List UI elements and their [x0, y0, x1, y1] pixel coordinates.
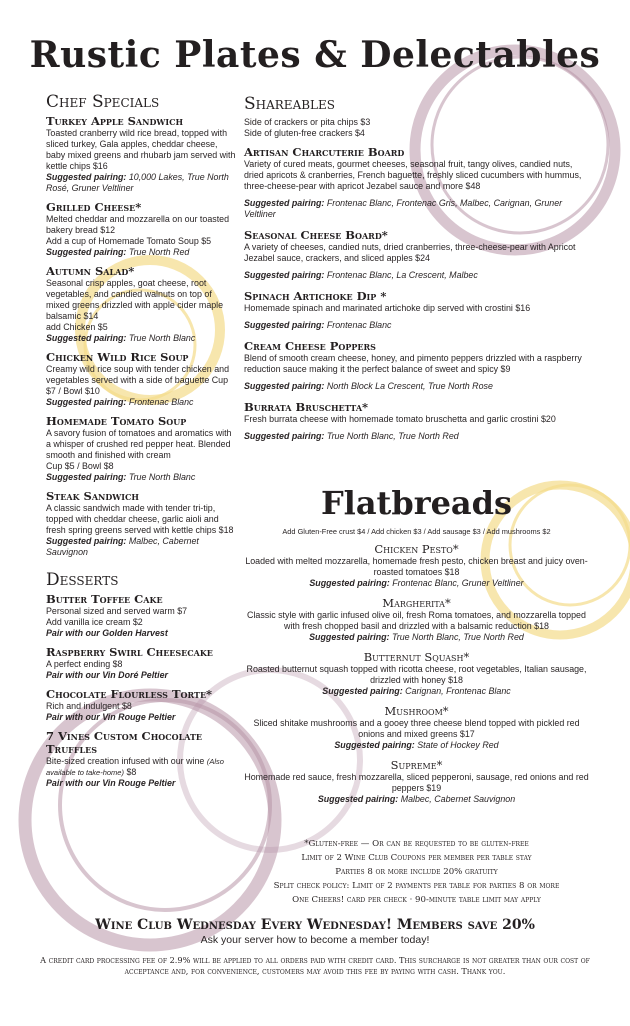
item-description: [46, 756, 236, 778]
item-pairing: [46, 397, 236, 408]
pairing-wines: Frontenac Blanc, Gruner Veltliner: [392, 578, 524, 588]
pairing-wines: Carignan, Frontenac Blanc: [405, 686, 511, 696]
item-description: Homemade spinach and marinated artichoke dip served with crostini $16: [244, 303, 531, 313]
pairing-wines: True North Blanc: [128, 333, 196, 343]
menu-item: [46, 688, 236, 723]
item-name: Artisan Charcuterie Board: [244, 145, 405, 159]
pairing-wines: True North Blanc, True North Red: [326, 431, 459, 441]
item-pairing: [244, 794, 589, 805]
pairing-label: Suggested pairing:: [317, 794, 399, 804]
item-name: Butter Toffee Cake: [46, 592, 163, 606]
item-pairing: Pair with our Vin Doré Peltier: [46, 670, 168, 680]
item-name: Chicken Pesto*: [374, 542, 459, 556]
flatbread-addons: Add Gluten-Free crust $4 / Add chicken $3 / Add sausage $3 / Add mushrooms $2: [282, 527, 551, 536]
item-name: Homemade Tomato Soup: [46, 414, 187, 428]
menu-item: [46, 265, 236, 344]
pairing-wines: State of Hockey Red: [417, 740, 499, 750]
item-pairing: [244, 381, 589, 392]
menu-item: [46, 490, 236, 558]
desserts-heading: Desserts: [46, 570, 119, 590]
pairing-label: Suggested pairing:: [46, 333, 127, 343]
item-pairing: [244, 632, 589, 643]
pairing-label: Suggested pairing:: [334, 740, 415, 750]
menu-item: [244, 229, 589, 281]
wine-club-banner: [0, 917, 630, 946]
item-name: Burrata Bruschetta*: [244, 400, 369, 414]
pairing-label: Suggested pairing:: [46, 472, 127, 482]
menu-item: [46, 115, 236, 194]
item-name: Spinach Artichoke Dip *: [244, 289, 387, 303]
item-pairing: [244, 740, 589, 751]
menu-item: [244, 759, 589, 805]
item-pairing: [244, 270, 589, 281]
flatbread-list: [244, 543, 589, 813]
item-description: Roasted butternut squash topped with ricotta cheese, root vegetables, Italian sausage, drizzled with honey $18: [246, 664, 587, 685]
pairing-wines: 10,000 Lakes, True North Rosé, Gruner Veltliner: [46, 172, 229, 193]
policy-line: Parties 8 or more include 20% gratuity: [335, 867, 498, 877]
item-pairing: [46, 536, 236, 558]
policy-line: *Gluten-free — Or can be requested to be gluten-free: [304, 839, 529, 849]
item-pairing: Pair with our Vin Rouge Peltier: [46, 712, 176, 722]
pairing-wines: Frontenac Blanc: [128, 397, 194, 407]
item-description: A perfect ending $8: [46, 659, 123, 669]
item-price: Cup $5 / Bowl $8: [46, 461, 114, 471]
item-name: Chocolate Flourless Torte*: [46, 687, 213, 701]
pairing-wines: Frontenac Blanc: [326, 320, 392, 330]
wine-club-subtitle: Ask your server how to become a member today!: [200, 934, 430, 946]
pairing-wines: Malbec, Cabernet Sauvignon: [46, 536, 199, 557]
policy-line: Limit of 2 Wine Club Coupons per member per table stay: [301, 853, 532, 863]
menu-item: [46, 646, 236, 681]
menu-item: [46, 730, 236, 789]
menu-item: [244, 597, 589, 643]
menu-title: Rustic Plates & Delectables: [29, 34, 601, 76]
item-pairing: [244, 431, 589, 442]
item-description: A variety of cheeses, candied nuts, dried cranberries, three-cheese-pear with Apricot Jezabel sauce, crackers, and sliced apples $24: [244, 242, 576, 263]
pairing-label: Suggested pairing:: [244, 431, 325, 441]
item-description: A classic sandwich made with tender tri-tip, topped with cheddar cheese, garlic aioli and fresh spring greens served with kettle chips $18: [46, 503, 234, 535]
item-description: Blend of smooth cream cheese, honey, and pimento peppers drizzled with a raspberry reduction sauce making it the perfect balance of sweet and spicy $9: [244, 353, 582, 374]
shareables-heading: Shareables: [244, 94, 336, 114]
menu-item: [46, 351, 236, 408]
menu-item: [244, 401, 589, 442]
item-name: Steak Sandwich: [46, 489, 139, 503]
menu-item: [244, 705, 589, 751]
item-name: 7 Vines Custom Chocolate Truffles: [46, 729, 203, 756]
item-pairing: [46, 172, 236, 194]
menu-item: [46, 593, 236, 639]
pairing-label: Suggested pairing:: [46, 397, 127, 407]
item-pairing: [46, 472, 236, 483]
item-name: Autumn Salad*: [46, 264, 135, 278]
item-pairing: [244, 686, 589, 697]
wine-club-title: Wine Club Wednesday Every Wednesday! Members save 20%: [95, 917, 535, 933]
right-column: [244, 94, 589, 451]
item-description: Seasonal crisp apples, goat cheese, root vegetables, and candied walnuts on top of mixed greens drizzled with apple cider maple balsamic $14: [46, 278, 224, 321]
item-pairing: [46, 247, 236, 258]
item-description: Melted cheddar and mozzarella on our toasted bakery bread $12: [46, 214, 230, 235]
item-pairing: [46, 333, 236, 344]
pairing-wines: True North Blanc, True North Red: [391, 632, 524, 642]
item-description: Homemade red sauce, fresh mozzarella, sliced pepperoni, sausage, red onions and red peppers $19: [244, 772, 589, 793]
pairing-label: Suggested pairing:: [244, 381, 325, 391]
item-name: Seasonal Cheese Board*: [244, 228, 388, 242]
item-name: Turkey Apple Sandwich: [46, 114, 184, 128]
policy-line: Split check policy: Limit of 2 payments per table for parties 8 or more: [273, 881, 560, 891]
pairing-label: Suggested pairing:: [244, 270, 325, 280]
item-description: Sliced shitake mushrooms and a gooey three cheese blend topped with pickled red onions and mixed greens $17: [253, 718, 580, 739]
item-description: Fresh burrata cheese with homemade tomato bruschetta and garlic crostini $20: [244, 414, 556, 424]
left-column: [46, 92, 236, 796]
item-name: Supreme*: [390, 758, 443, 772]
item-description: Classic style with garlic infused olive oil, fresh Roma tomatoes, and mozzarella topped with fresh chopped basil and drizzled with a balsamic reduction $18: [247, 610, 586, 631]
item-name: Cream Cheese Poppers: [244, 339, 376, 353]
policy-notes: [244, 837, 589, 907]
pairing-label: Suggested pairing:: [309, 578, 390, 588]
item-name: Chicken Wild Rice Soup: [46, 350, 189, 364]
pairing-wines: Frontenac Blanc, Frontenac Gris, Malbec, Carignan, Gruner Veltliner: [244, 198, 563, 219]
menu-item: [46, 415, 236, 483]
item-pairing: [244, 320, 589, 331]
item-pairing: [244, 578, 589, 589]
pairing-label: Suggested pairing:: [46, 536, 127, 546]
pairing-wines: True North Red: [128, 247, 190, 257]
item-pairing: Pair with our Golden Harvest: [46, 628, 168, 638]
item-description: Rich and indulgent $8: [46, 701, 132, 711]
item-pairing: Pair with our Vin Rouge Peltier: [46, 778, 176, 788]
menu-item: [46, 201, 236, 258]
chef-specials-heading: Chef Specials: [46, 92, 160, 112]
item-addon: Add vanilla ice cream $2: [46, 617, 143, 627]
pairing-wines: Malbec, Cabernet Sauvignon: [400, 794, 516, 804]
item-name: Grilled Cheese*: [46, 200, 142, 214]
side-option: Side of gluten-free crackers $4: [244, 128, 365, 138]
item-name: Raspberry Swirl Cheesecake: [46, 645, 213, 659]
item-addon: Add a cup of Homemade Tomato Soup $5: [46, 236, 212, 246]
truffle-desc: Bite-sized creation infused with our wine: [46, 756, 205, 766]
pairing-label: Suggested pairing:: [244, 320, 325, 330]
policy-line: One Cheers! card per check · 90-minute table limit may apply: [292, 895, 541, 905]
take-home-note: (Also available to take-home): [46, 757, 224, 777]
pairing-label: Suggested pairing:: [46, 172, 127, 182]
item-description: Toasted cranberry wild rice bread, topped with sliced turkey, Gala apples, cheddar cheese, baby mixed greens and rhubarb jam served with kettle chips $16: [46, 128, 236, 171]
pairing-wines: North Block La Crescent, True North Rose: [326, 381, 493, 391]
pairing-wines: Frontenac Blanc, La Crescent, Malbec: [326, 270, 478, 280]
menu-item: [244, 340, 589, 392]
item-description: Loaded with melted mozzarella, homemade fresh pesto, chicken breast and juicy oven-roasted tomatoes $18: [245, 556, 588, 577]
item-description: Creamy wild rice soup with tender chicken and vegetables served with a side of baguette Cup $7 / Bowl $10: [46, 364, 230, 396]
item-name: Butternut Squash*: [363, 650, 470, 664]
credit-card-fee-notice: A credit card processing fee of 2.9% will be applied to all orders paid with credit card. This surcharge is not greater than our cost of acceptance and, for convenience, customers may avoid this fee by paying with cash. Thank you.: [40, 955, 590, 976]
pairing-label: Suggested pairing:: [322, 686, 403, 696]
pairing-label: Suggested pairing:: [309, 632, 390, 642]
pairing-label: Suggested pairing:: [46, 247, 127, 257]
item-pairing: [244, 198, 589, 220]
menu-item: [244, 543, 589, 589]
pairing-wines: True North Blanc: [128, 472, 196, 482]
flatbreads-heading: Flatbreads: [320, 484, 513, 522]
item-description: Variety of cured meats, gourmet cheeses, seasonal fruit, tangy olives, candied nuts, dried apricots & cranberries, French baguette, freshly sliced cucumbers with hummus, three-cheese-pear with apricot Jezabel sauce and more $48: [244, 159, 582, 191]
menu-item: [244, 651, 589, 697]
item-addon: add Chicken $5: [46, 322, 108, 332]
item-description: Personal sized and served warm $7: [46, 606, 188, 616]
menu-item: [244, 290, 589, 331]
menu-item: [244, 146, 589, 220]
side-option: Side of crackers or pita chips $3: [244, 117, 371, 127]
item-name: Margherita*: [382, 596, 451, 610]
truffle-price: $8: [126, 767, 137, 777]
item-name: Mushroom*: [384, 704, 449, 718]
item-description: A savory fusion of tomatoes and aromatics with a whisper of crushed red pepper heat. Blended smooth and finished with cream: [46, 428, 232, 460]
pairing-label: Suggested pairing:: [244, 198, 325, 208]
